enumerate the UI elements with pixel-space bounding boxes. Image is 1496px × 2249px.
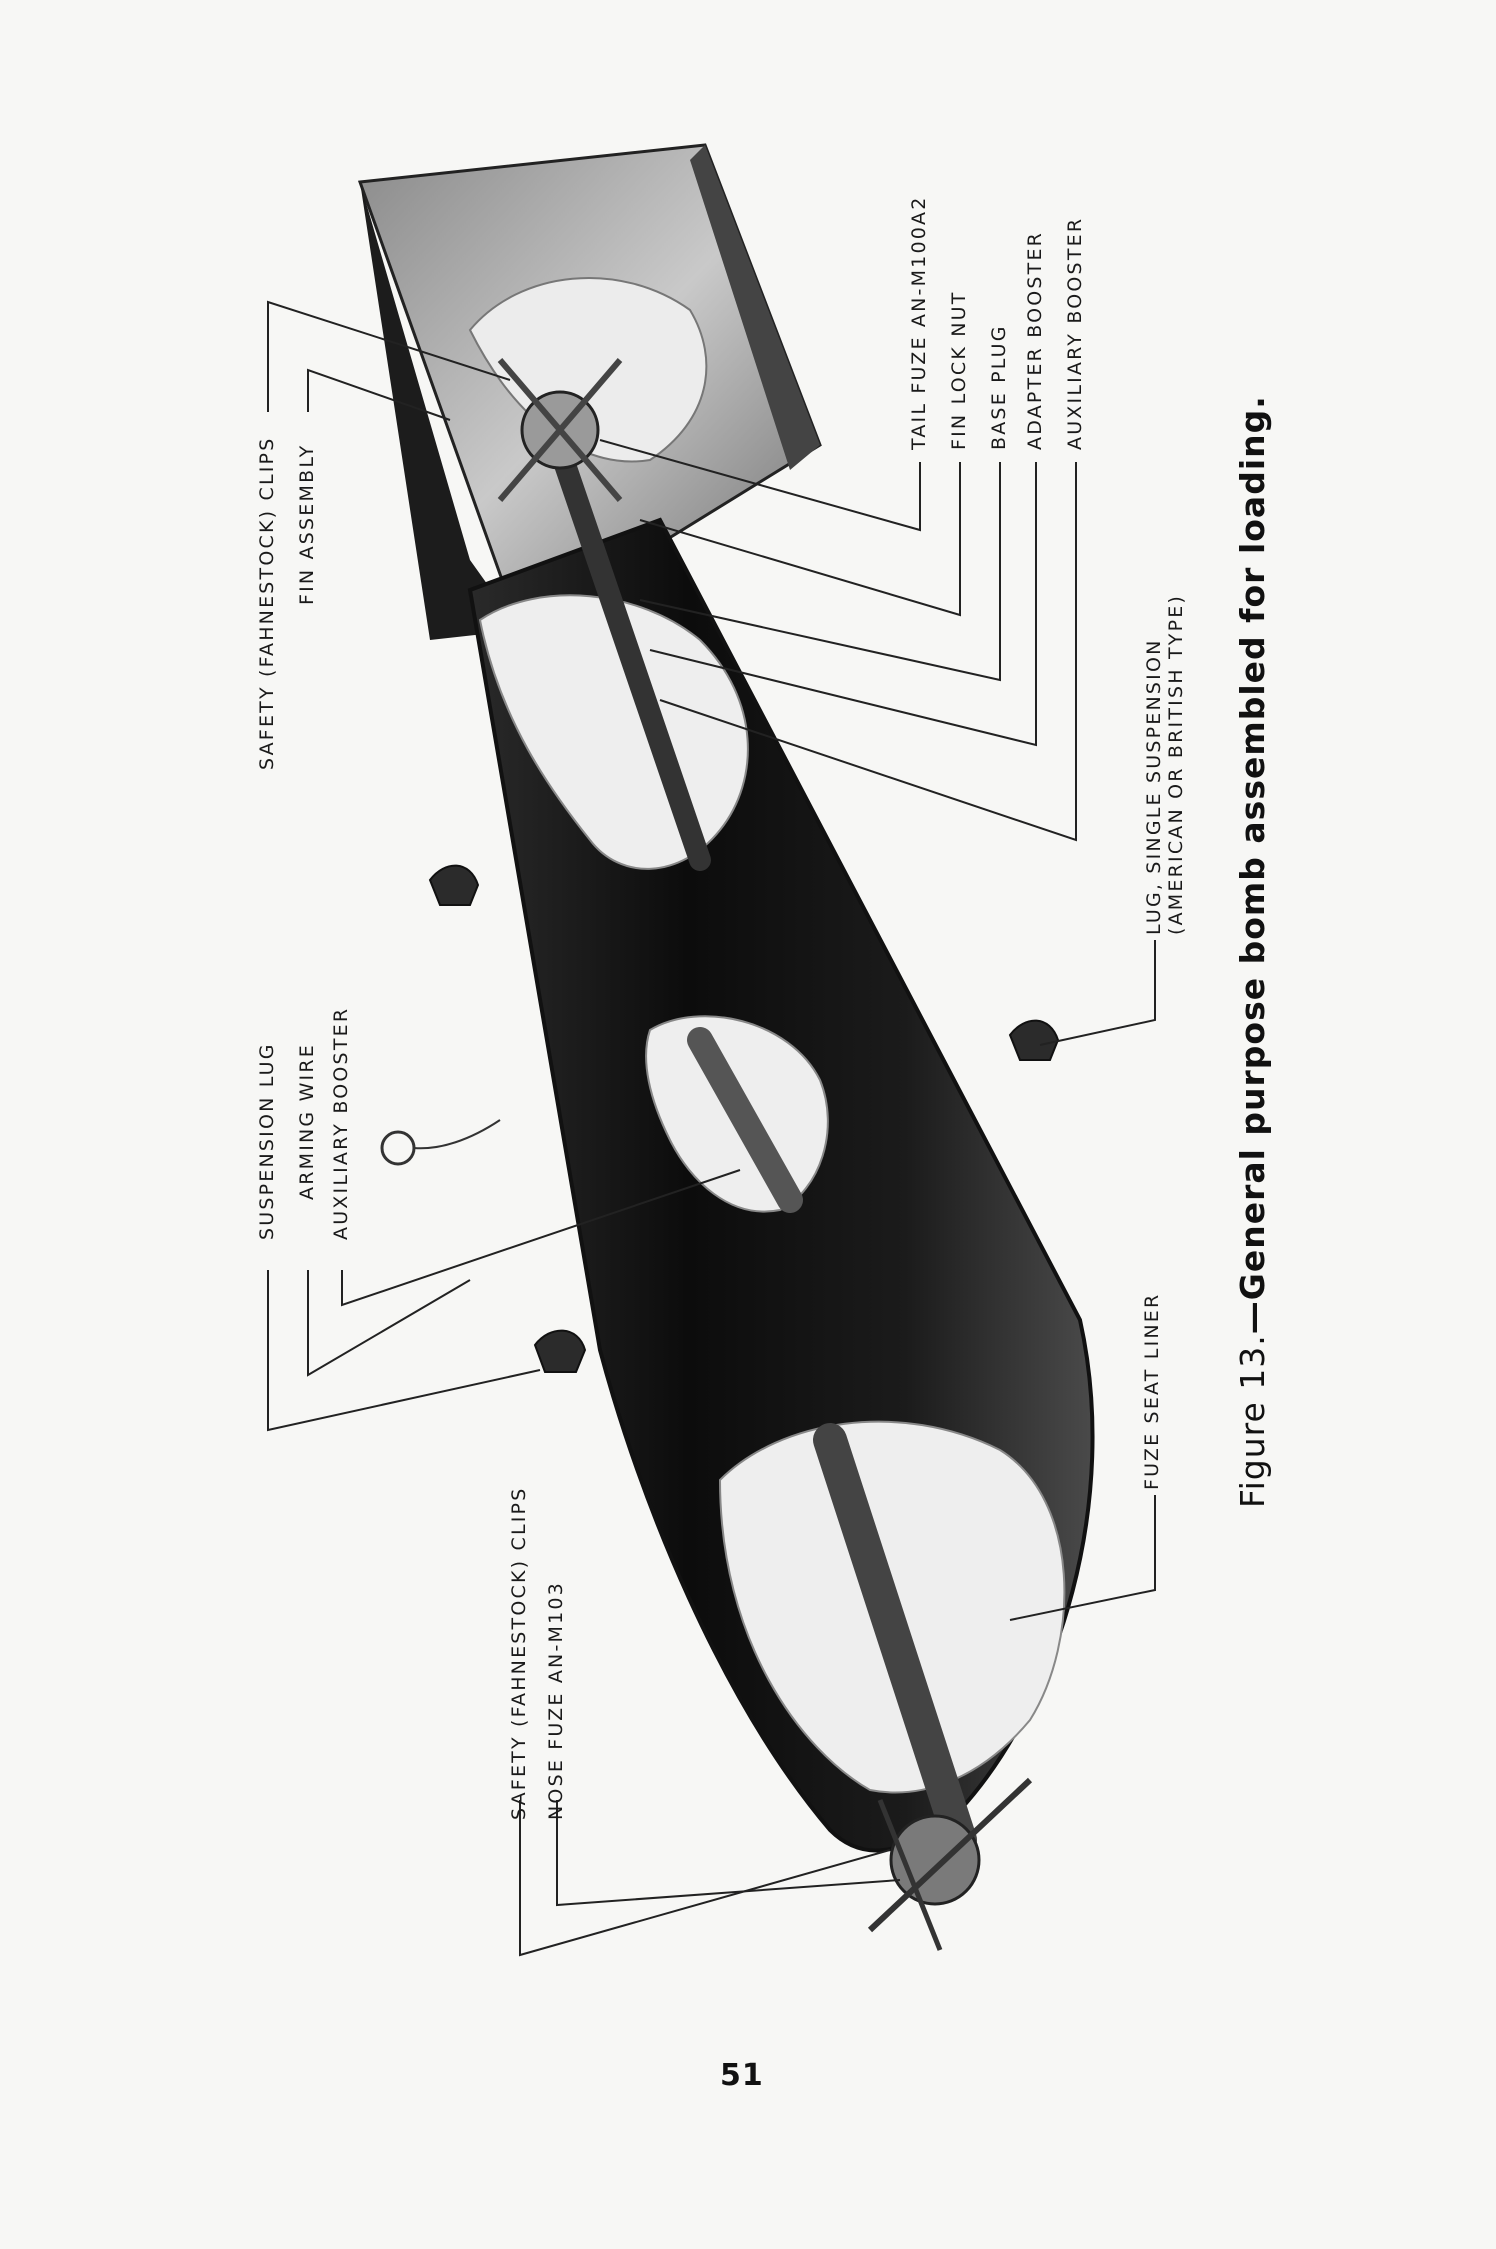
label-tail-fuze: TAIL FUZE AN-M100A2 [908,195,930,450]
label-suspension-lug: SUSPENSION LUG [256,1042,278,1240]
label-nose-fuze: NOSE FUZE AN-M103 [545,1581,567,1820]
figure-caption [1233,395,1272,1508]
page-number: 51 [720,2058,764,2093]
figure-label: Figure 13. [1233,1334,1272,1508]
figure-description: —General purpose bomb assembled for loading. [1233,395,1272,1335]
label-auxiliary-booster-left: AUXILIARY BOOSTER [330,1006,352,1240]
label-safety-clips-nose: SAFETY (FAHNESTOCK) CLIPS [508,1486,530,1820]
label-adapter-booster: ADAPTER BOOSTER [1024,230,1046,450]
label-base-plug: BASE PLUG [988,324,1010,450]
label-fuze-seat-liner: FUZE SEAT LINER [1141,1292,1163,1490]
label-fin-lock-nut: FIN LOCK NUT [948,290,970,450]
label-arming-wire: ARMING WIRE [296,1043,318,1200]
bomb-body-drawing [382,360,1093,1950]
label-safety-clips-tail: SAFETY (FAHNESTOCK) CLIPS [256,436,278,770]
label-fin-assembly: FIN ASSEMBLY [296,443,318,605]
label-auxiliary-booster-right: AUXILIARY BOOSTER [1064,216,1086,450]
label-lug-single-suspension: LUG, SINGLE SUSPENSION (AMERICAN OR BRITISH TYPE) [1143,593,1188,935]
